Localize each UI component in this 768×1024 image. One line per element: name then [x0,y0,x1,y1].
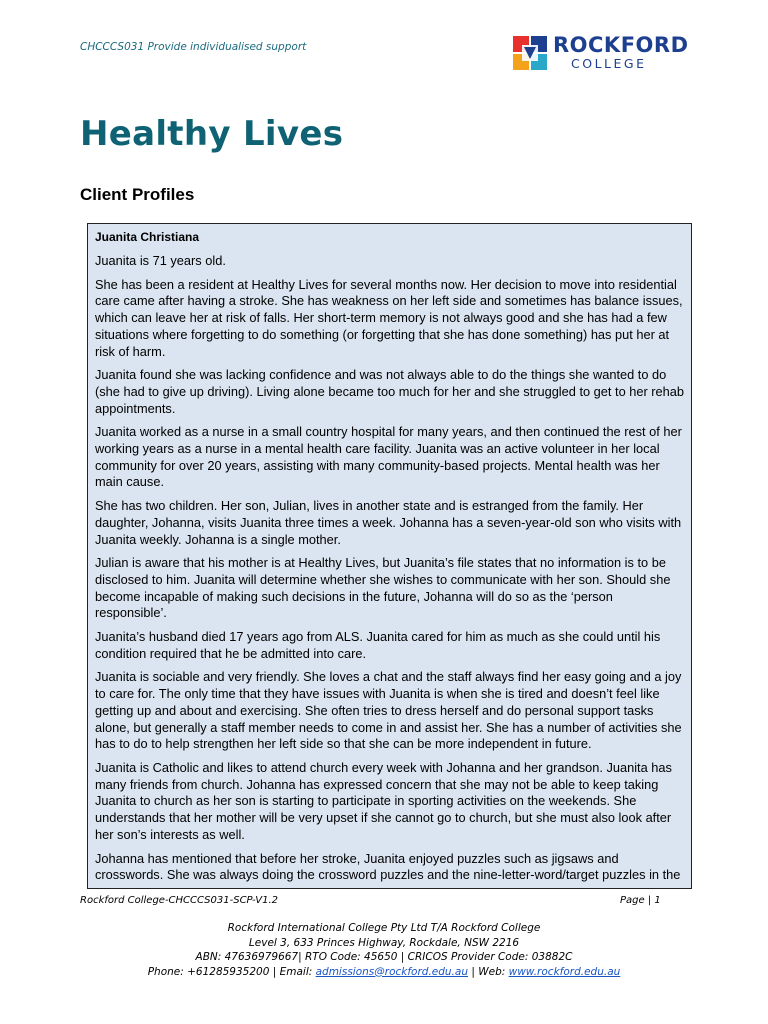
website-link[interactable]: www.rockford.edu.au [508,965,621,978]
profile-paragraph: Johanna has mentioned that before her stroke, Juanita enjoyed puzzles such as jigsaws and crosswords. She was always doing the crossword puzzles and the nine-letter-word/target puzzles in the [95,850,681,883]
profile-paragraph: She has been a resident at Healthy Lives for several months now. Her decision to move into residential care came after having a stroke. She has weakness on her left side and sometimes has balance issues, which can leave her at risk of falls. Her short-term memory is not always good and she has had a few situations where forgetting to do something (or forgetting that she has done something) has put her at risk of harm. [95,276,683,359]
header-course-code: CHCCCS031 Provide individualised support [80,41,307,53]
profile-paragraph: Juanita’s husband died 17 years ago from ALS. Juanita cared for him as much as she could until his condition required that he be admitted into care. [95,629,661,661]
client-name: Juanita Christiana [95,230,200,244]
logo-subname: COLLEGE [571,56,647,71]
footer-page-number: Page | 1 [620,895,661,906]
email-link[interactable]: admissions@rockford.edu.au [315,965,469,978]
rockford-college-logo [513,33,689,72]
footer-doc-code: Rockford College-CHCCCS031-SCP-V1.2 [80,895,278,906]
logo-mark-icon [513,36,547,70]
section-title: Client Profiles [80,185,195,204]
profile-paragraph: Juanita worked as a nurse in a small country hospital for many years, and then continued the rest of her working years as a nurse in a mental health care facility. Juanita was an active volunteer in her local community for over 20 years, assisting with many community-based projects. Mental health was her main cause. [95,424,682,490]
footer-contact-line [0,965,768,980]
profile-paragraph: Juanita is Catholic and likes to attend church every week with Johanna and her grandson. Juanita has many friends from church. Johanna has expressed concern that she may not be able to keep taking Juanita to church as her son is starting to participate in sporting activities on the weekends. She understands that her mother will be very upset if she cannot go to church, but she must also look after her son’s interests as well. [95,759,672,842]
footer-address-line: Level 3, 633 Princes Highway, Rockdale, NSW 2216 [248,936,520,949]
client-profile-box [87,223,692,889]
page-title: Healthy Lives [80,114,344,154]
footer-company-line: Rockford International College Pty Ltd T/A Rockford College [227,922,541,934]
profile-paragraph: Juanita is 71 years old. [95,253,226,268]
footer-web-label: | Web: [468,965,509,978]
profile-paragraph: She has two children. Her son, Julian, lives in another state and is estranged from the family. Her daughter, Johanna, visits Juanita three times a week. Johanna has a seven-year-old son who visits with Juanita weekly. Johanna is a single mother. [95,498,682,547]
logo-name: ROCKFORD [553,33,689,57]
profile-paragraph: Juanita is sociable and very friendly. She loves a chat and the staff always find her easy going and a joy to care for. The only time that they have issues with Juanita is when she is tired and doesn’t feel like getting up and about and exercising. She often tries to dress herself and do personal support tasks alone, but generally a staff member needs to come in and assist her. She has a number of activities she has to do to help strengthen her left side so that she can be more independent in future. [95,669,682,752]
profile-paragraph: Juanita found she was lacking confidence and was not always able to do the things she wanted to do (she had to give up driving). Living alone became too much for her and she struggled to get to her rehab appointments. [95,367,685,416]
footer-phone-label: Phone: +61285935200 | Email: [147,965,316,978]
footer-registration-line: ABN: 47636979667| RTO Code: 45650 | CRICOS Provider Code: 03882C [195,951,573,964]
profile-paragraph: Julian is aware that his mother is at Healthy Lives, but Juanita’s file states that no information is to be disclosed to him. Juanita will determine whether she wishes to communicate with her son. Should she become incapable of making such decisions in the future, Johanna will do so as the ‘person responsible’. [95,555,671,621]
footer-contact-block [0,921,768,979]
